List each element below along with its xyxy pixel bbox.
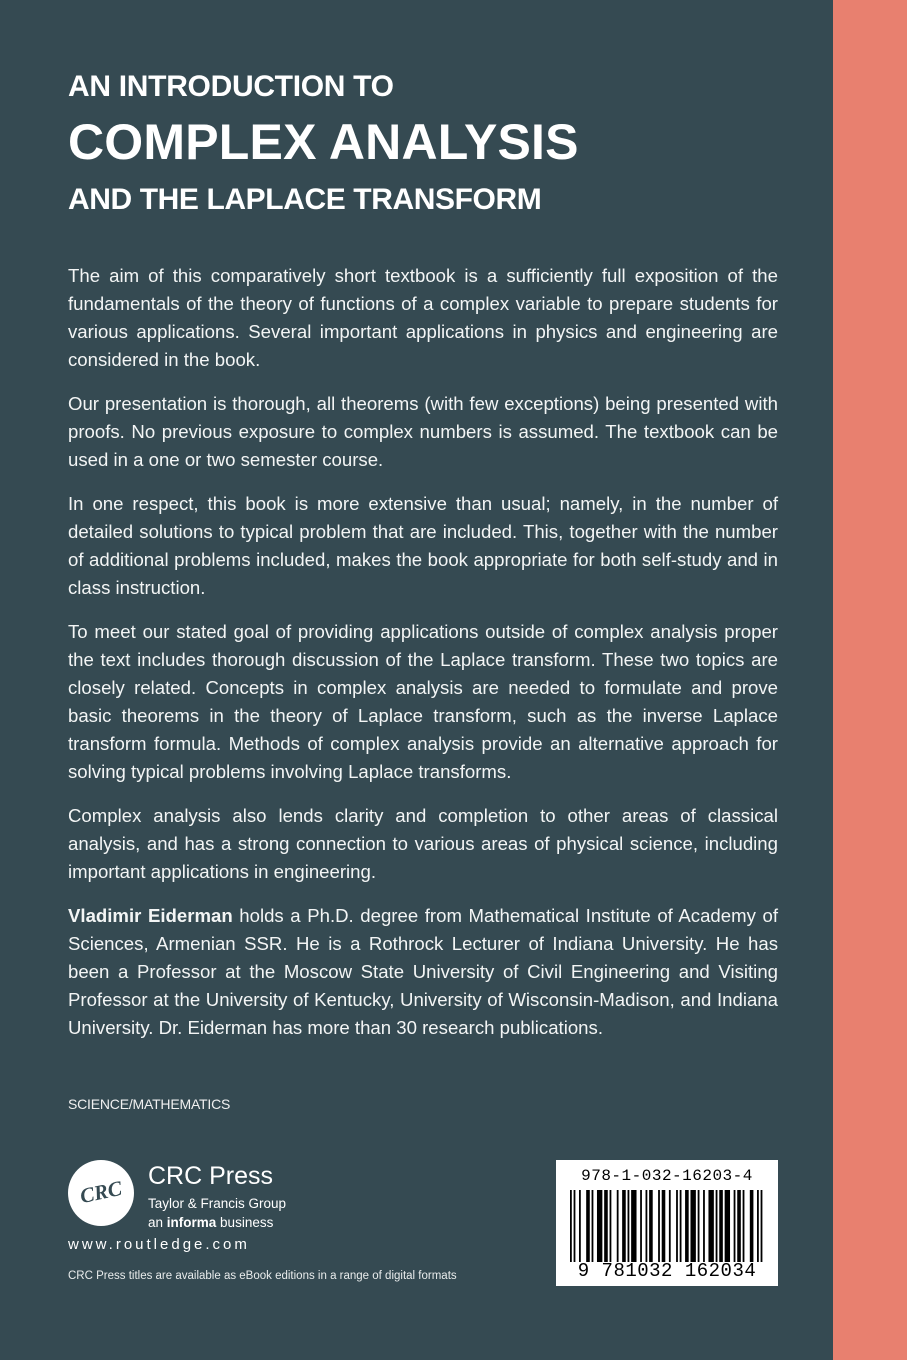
publisher-block [68, 1160, 488, 1260]
publisher-business-brand: informa [166, 1215, 217, 1230]
barcode-bar [716, 1190, 718, 1262]
publisher-business-suffix: business [216, 1215, 274, 1230]
barcode-bar [617, 1190, 619, 1262]
spine-stripe [833, 0, 907, 1360]
barcode-bar [737, 1190, 741, 1262]
title-line-2: COMPLEX ANALYSIS [68, 114, 579, 170]
publisher-business-prefix: an [148, 1215, 167, 1230]
ebook-note: CRC Press titles are available as eBook editions in a range of digital formats [68, 1270, 457, 1282]
barcode-bar [708, 1190, 713, 1262]
barcode-bar [725, 1190, 730, 1262]
barcode-bar [610, 1190, 612, 1262]
publisher-group: Taylor & Francis Group [148, 1196, 287, 1211]
publisher-website: www.routledge.com [68, 1236, 250, 1253]
barcode-bar [757, 1190, 759, 1262]
barcode-bar [676, 1190, 678, 1262]
blurb-paragraph: The aim of this comparatively short textbook is a sufficiently full exposition of the fundamentals of the theory of functions of a complex variable to prepare students for various applications. Several important applications in physics and engineering are considered in the book. [68, 265, 778, 370]
blurb [68, 262, 778, 1058]
title-line-1: AN INTRODUCTION TO [68, 70, 394, 103]
isbn-barcode [556, 1160, 778, 1286]
barcode-bar [646, 1190, 648, 1262]
barcode-bar [649, 1190, 653, 1262]
isbn-number: 978-1-032-16203-4 [581, 1167, 753, 1185]
blurb-paragraph: In one respect, this book is more extensive than usual; namely, in the number of detailed solutions to typical problem that are included. This, together with the number of additional problems included, makes the book appropriate for both self-study and in class instruction. [68, 493, 778, 598]
barcode-bar [597, 1190, 602, 1262]
publisher-business [148, 1215, 273, 1230]
barcode-bar [628, 1190, 630, 1262]
barcode-bar [592, 1190, 594, 1262]
barcode-bar [574, 1190, 576, 1262]
barcode-bar [604, 1190, 608, 1262]
barcode-bar [586, 1190, 590, 1262]
category-label: SCIENCE/MATHEMATICS [68, 1096, 231, 1112]
barcode-bars [570, 1190, 766, 1262]
blurb-paragraph: To meet our stated goal of providing applications outside of complex analysis proper the text includes thorough discussion of the Laplace transform. These two topics are closely related. Concepts in complex analysis are needed to formulate and prove basic theorems in the theory of Laplace transform, such as the inverse Laplace transform formula. Methods of complex analysis provide an alternative approach for solving typical problems involving Laplace transforms. [68, 621, 778, 782]
barcode-digits: 9 781032 162034 [577, 1260, 757, 1282]
barcode-bar [761, 1190, 763, 1262]
barcode-bar [685, 1190, 689, 1262]
barcode-bar [680, 1190, 682, 1262]
barcode-bar [669, 1190, 671, 1262]
blurb-paragraph: Complex analysis also lends clarity and completion to other areas of classical analysis, and has a strong connection to various areas of physical science, including important applications in engineering. [68, 805, 778, 882]
title-line-3: AND THE LAPLACE TRANSFORM [68, 183, 542, 216]
crc-logo-icon [68, 1160, 134, 1226]
blurb-paragraph: Our presentation is thorough, all theorems (with few exceptions) being presented with proofs. No previous exposure to complex numbers is assumed. The textbook can be used in a one or two semester course. [68, 393, 778, 470]
barcode-bar [690, 1190, 695, 1262]
barcode-bar [662, 1190, 666, 1262]
publisher-name: CRC Press [148, 1162, 274, 1190]
barcode-bar [719, 1190, 723, 1262]
barcode-bar [743, 1190, 745, 1262]
author-bio [68, 902, 778, 1042]
author-bio-text: holds a Ph.D. degree from Mathematical Institute of Academy of Sciences, Armenian SSR. He is a Rothrock Lecturer of Indiana University. He has been a Professor at the Moscow State University of Civil Engineering and Visiting Professor at the University of Kentucky, University of Wisconsin-Madison, and Indiana University. Dr. Eiderman has more than 30 research publications. [68, 905, 778, 1038]
crc-logo-text: CRC [77, 1175, 124, 1209]
barcode-bar [658, 1190, 660, 1262]
barcode-bar [750, 1190, 754, 1262]
barcode-bar [622, 1190, 626, 1262]
barcode-bar [570, 1190, 572, 1262]
barcode-bar [734, 1190, 736, 1262]
author-name: Vladimir Eiderman [68, 905, 233, 926]
barcode-bar [703, 1190, 705, 1262]
barcode-bar [631, 1190, 636, 1262]
barcode-bar [579, 1190, 581, 1262]
barcode-bar [698, 1190, 700, 1262]
barcode-bar [640, 1190, 642, 1262]
